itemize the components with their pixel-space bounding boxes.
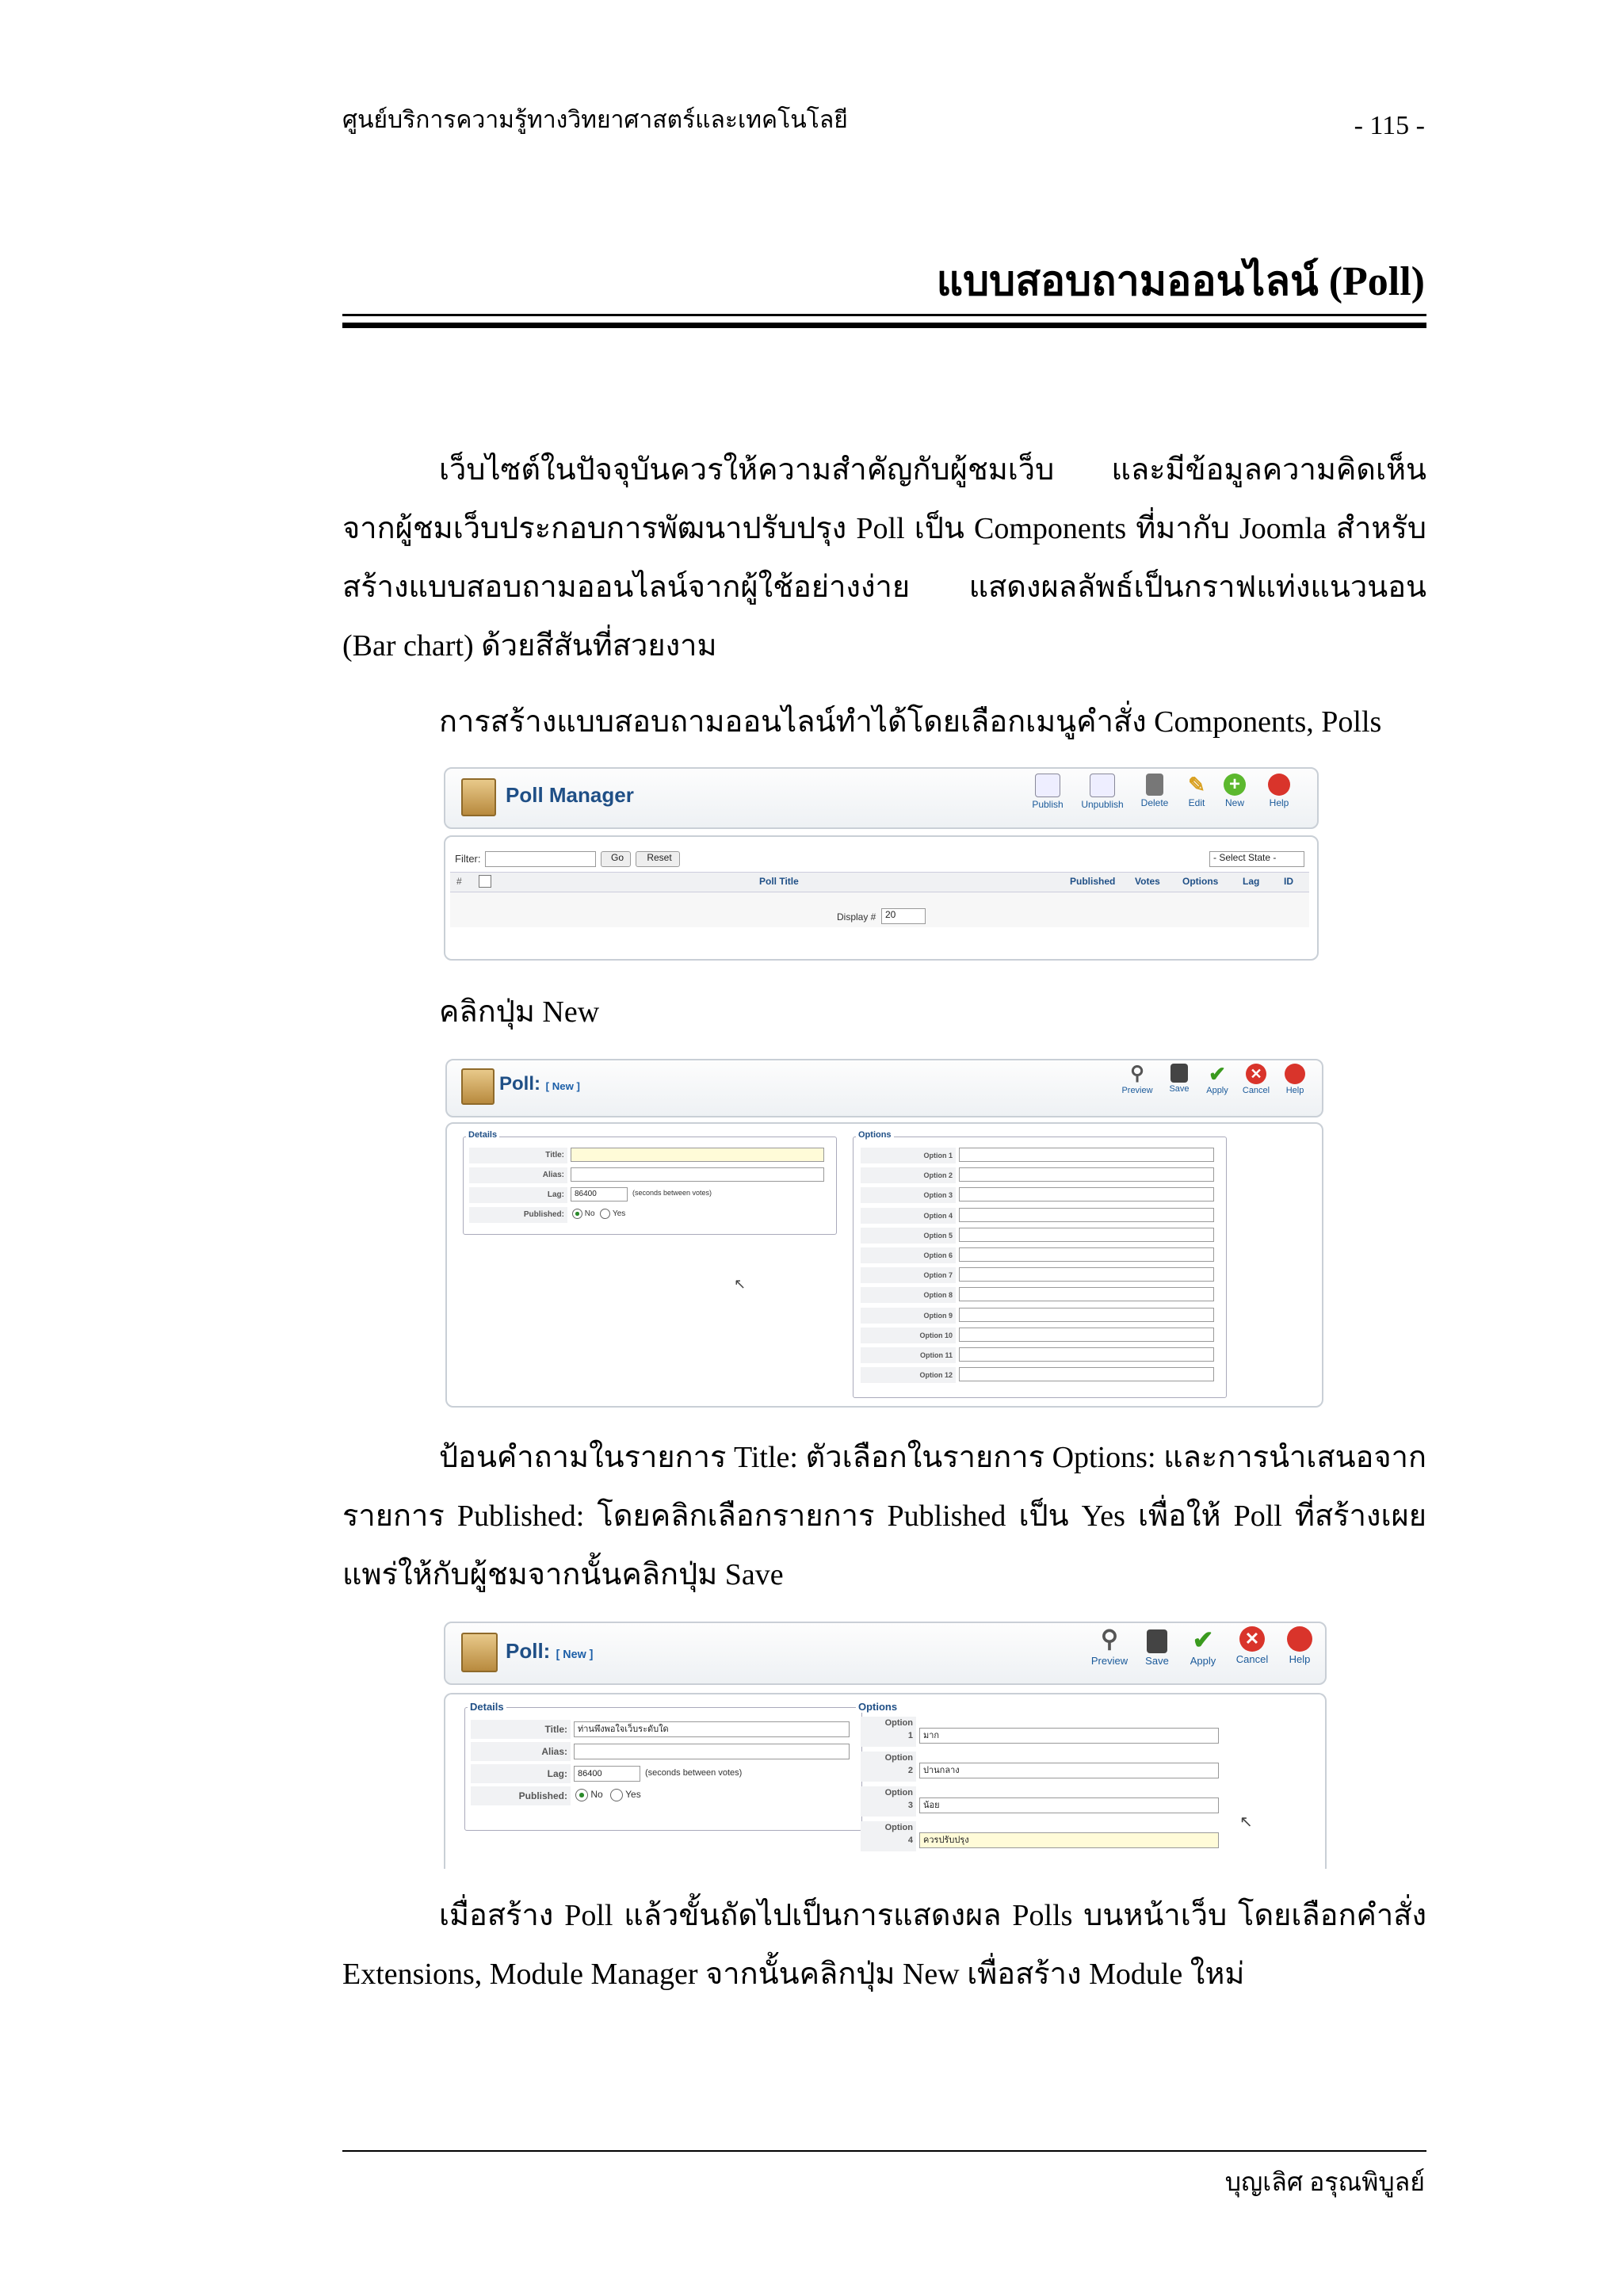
mouse-cursor-icon: ↖ [734,1276,747,1292]
option-input[interactable] [959,1148,1214,1162]
option-word: Option [884,1823,913,1832]
cancel-button[interactable]: ✕ Cancel [1238,1064,1274,1095]
unpublish-icon [1090,774,1115,797]
display-select[interactable]: 20 [881,908,926,924]
col-id[interactable]: ID [1284,876,1293,887]
new-button[interactable]: + New [1224,774,1244,808]
magnifier-icon: ⚲ [1101,1626,1118,1652]
apply-button[interactable]: ✔ Apply [1206,1062,1228,1095]
title-rule-thick [342,323,1426,328]
cancel-button[interactable]: ✕ Cancel [1230,1626,1274,1665]
option-input[interactable] [959,1367,1214,1381]
package-icon [461,1068,495,1105]
option-input[interactable]: ปานกลาง [919,1763,1219,1778]
checkmark-icon: ✔ [1209,1062,1226,1086]
header-center-name: ศูนย์บริการความรู้ทางวิทยาศาสตร์และเทคโนโลยี [342,107,848,133]
option-input[interactable] [959,1287,1214,1301]
option-word: Option [884,1753,913,1763]
lag-input[interactable]: 86400 [574,1766,640,1782]
apply-button[interactable]: ✔ Apply [1190,1626,1216,1667]
option-label [861,1752,916,1782]
save-button[interactable]: Save [1136,1626,1178,1667]
package-icon [461,778,496,816]
published-no-label: No [584,1209,595,1219]
option-number: 1 [907,1731,913,1740]
lag-label: Lag: [471,1764,571,1783]
mouse-cursor-icon: ↖ [1239,1813,1253,1831]
option-word: Option [884,1788,913,1797]
published-radios [575,1789,641,1801]
published-yes-radio[interactable] [610,1789,623,1801]
footer-rule [342,2150,1426,2152]
details-legend: Details [466,1130,499,1140]
empty-table-body [450,892,1309,927]
display-label: Display # [837,911,876,923]
option-label: Option 1 [861,1148,956,1163]
trash-icon [1146,774,1163,796]
editor-title: Poll: [ New ] [499,1073,580,1095]
publish-button[interactable]: Publish [1024,774,1071,810]
option-input[interactable] [959,1267,1214,1282]
option-number: 2 [907,1766,913,1775]
go-button[interactable]: Go [601,851,631,867]
option-label [861,1821,916,1851]
options-legend: Options [856,1701,899,1713]
edit-button[interactable]: ✎ Edit [1179,774,1214,808]
option-input[interactable] [959,1328,1214,1342]
filter-label: Filter: [455,853,481,865]
state-select[interactable]: - Select State - [1209,851,1304,867]
help-button[interactable]: Help [1277,1064,1312,1095]
option-label: Option 8 [861,1287,956,1303]
manager-title: Poll Manager [506,783,634,807]
delete-button[interactable]: Delete [1133,774,1176,808]
pencil-icon: ✎ [1188,773,1205,797]
alias-label: Alias: [469,1167,567,1183]
title-label: Title: [471,1720,571,1739]
floppy-icon [1147,1629,1167,1653]
published-no-radio[interactable] [572,1209,582,1219]
published-radios [572,1209,625,1219]
option-label: Option 3 [861,1187,956,1203]
help-button[interactable]: Help [1279,1626,1320,1665]
option-label: Option 5 [861,1228,956,1244]
poll-new-empty-screenshot [445,1059,1325,1408]
option-label [861,1717,916,1747]
col-published[interactable]: Published [1070,876,1116,887]
lag-input[interactable]: 86400 [571,1187,628,1201]
option-label: Option 7 [861,1267,956,1283]
filter-input[interactable] [485,851,596,867]
lag-hint: (seconds between votes) [645,1768,743,1778]
col-votes[interactable]: Votes [1135,876,1160,887]
col-options[interactable]: Options [1182,876,1219,887]
published-no-radio[interactable] [575,1789,588,1801]
preview-button[interactable]: ⚲ Preview [1121,1063,1153,1095]
published-label: Published: [469,1207,567,1223]
published-yes-label: Yes [612,1209,626,1219]
option-label [861,1786,916,1817]
module-manager-paragraph: เมื่อสร้าง Poll แล้วขั้นถัดไปเป็นการแสดงผล Polls บนหน้าเว็บ โดยเลือกคำสั่ง Extensions, Module Manager จากนั้นคลิกปุ่ม New เพื่อสร้าง Module ใหม่ [342,1899,1426,1991]
option-input[interactable] [959,1308,1214,1322]
options-legend: Options [856,1130,894,1140]
checkmark-icon: ✔ [1192,1626,1214,1654]
option-input[interactable] [959,1228,1214,1242]
option-input[interactable] [959,1167,1214,1182]
cancel-x-icon: ✕ [1239,1626,1265,1652]
select-all-checkbox[interactable] [479,875,491,888]
option-label: Option 11 [861,1347,956,1363]
title-rule-thin [342,314,1426,316]
title-label: Title: [469,1148,567,1163]
alias-input[interactable] [574,1744,850,1759]
lag-label: Lag: [469,1187,567,1203]
title-input[interactable] [571,1148,824,1162]
publish-icon [1035,774,1060,797]
option-input[interactable] [959,1247,1214,1262]
package-icon [461,1633,498,1672]
poll-manager-screenshot [444,767,1320,962]
option-input[interactable]: มาก [919,1728,1219,1744]
option-input[interactable]: น้อย [919,1797,1219,1813]
published-yes-label: Yes [625,1789,641,1801]
col-lag[interactable]: Lag [1243,876,1260,887]
save-button[interactable]: Save [1162,1064,1197,1094]
option-input[interactable] [959,1187,1214,1201]
intro-paragraph: เว็บไซต์ในปัจจุบันควรให้ความสำคัญกับผู้ชมเว็บ และมีข้อมูลความคิดเห็นจากผู้ชมเว็บประกอบการพัฒนาปรับปรุง Poll เป็น Components ที่มากับ Joomla สำหรับสร้างแบบสอบถามออนไลน์จากผู้ใช้อย่างง่าย แสดงผลลัพธ์เป็นกราฟแท่งแนวนอน (Bar chart) ด้วยสีสันที่สวยงาม [342,453,1426,663]
option-label: Option 12 [861,1367,956,1383]
page-title: แบบสอบถามออนไลน์ (Poll) [936,259,1425,304]
option-label: Option 9 [861,1308,956,1324]
preview-button[interactable]: ⚲ Preview [1090,1626,1128,1667]
unpublish-button[interactable]: Unpublish [1075,774,1130,810]
fill-form-paragraph: ป้อนคำถามในรายการ Title: ตัวเลือกในรายการ Options: และการนำเสนอจากรายการ Published: โดยคลิกเลือกรายการ Published เป็น Yes เพื่อให้ Poll ที่สร้างเผยแพร่ให้กับผู้ชมจากนั้นคลิกปุ่ม Save [342,1441,1426,1591]
details-legend: Details [468,1701,506,1713]
click-new-paragraph: คลิกปุ่ม New [439,995,600,1029]
title-input[interactable]: ท่านพึงพอใจเว็บระดับใด [574,1721,850,1737]
col-poll-title[interactable]: Poll Title [759,876,799,887]
option-label: Option 2 [861,1167,956,1183]
published-label: Published: [471,1786,571,1805]
option-number: 4 [907,1836,913,1845]
help-lifebuoy-icon [1285,1064,1305,1084]
option-label: Option 6 [861,1247,956,1263]
lag-hint: (seconds between votes) [632,1189,712,1197]
alias-input[interactable] [571,1167,824,1182]
help-lifebuoy-icon [1268,774,1290,796]
step-components-paragraph: การสร้างแบบสอบถามออนไลน์ทำได้โดยเลือกเมนูคำสั่ง Components, Polls [439,705,1382,739]
footer-author: บุญเลิศ อรุณพิบูลย์ [1224,2168,1425,2196]
option-input[interactable]: ควรปรับปรุง [919,1832,1219,1848]
col-number: # [456,876,462,887]
help-button[interactable]: Help [1262,774,1296,808]
option-number: 3 [907,1801,913,1810]
option-label: Option 4 [861,1208,956,1224]
poll-new-filled-screenshot [444,1622,1327,1867]
editor-title: Poll: [ New ] [506,1639,594,1663]
reset-button[interactable]: Reset [636,851,680,867]
option-label: Option 10 [861,1328,956,1343]
table-header [450,872,1309,892]
option-input[interactable] [959,1208,1214,1222]
cancel-x-icon: ✕ [1246,1064,1266,1084]
floppy-icon [1170,1064,1188,1083]
published-no-label: No [590,1789,603,1801]
option-word: Option [884,1718,913,1728]
plus-icon: + [1224,774,1246,796]
page-number: - 115 - [1354,111,1425,140]
alias-label: Alias: [471,1742,571,1761]
help-lifebuoy-icon [1287,1626,1312,1652]
magnifier-icon: ⚲ [1130,1063,1144,1084]
published-yes-radio[interactable] [600,1209,610,1219]
option-input[interactable] [959,1347,1214,1362]
